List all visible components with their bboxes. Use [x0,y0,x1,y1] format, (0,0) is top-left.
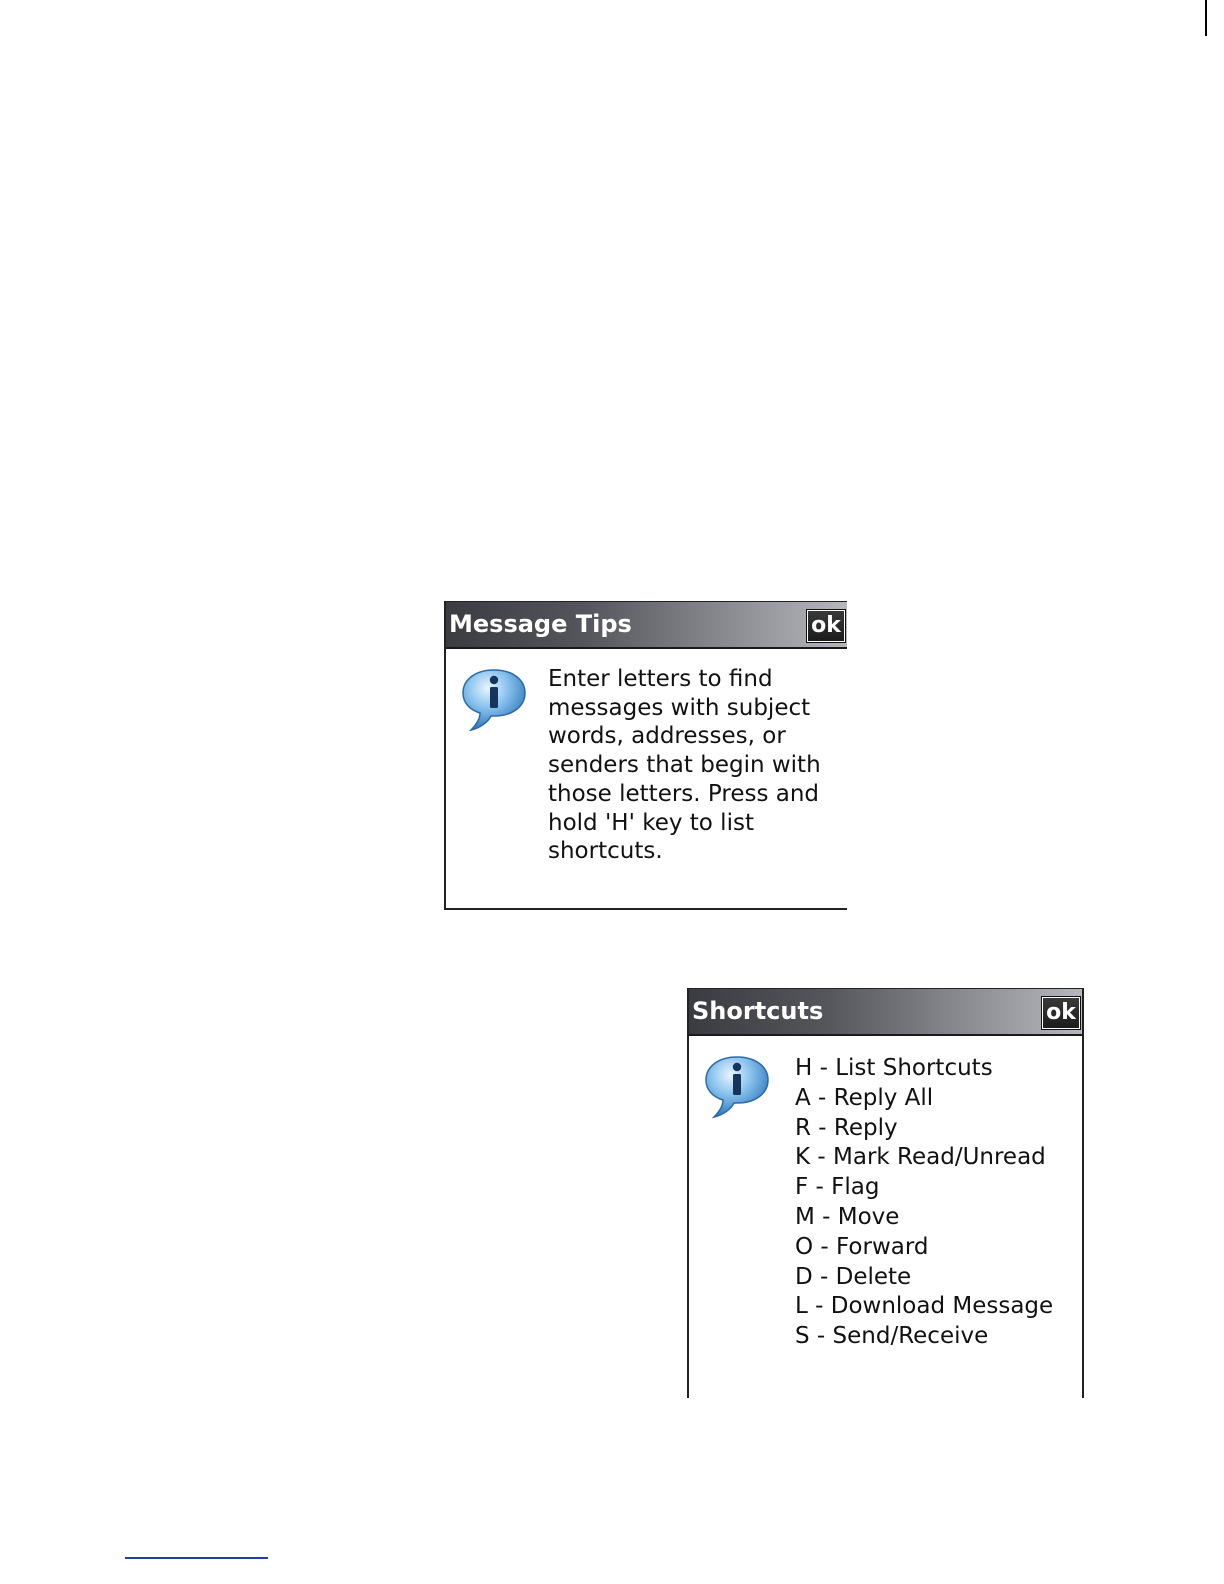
shortcut-item: O - Forward [795,1233,929,1260]
shortcut-item: A - Reply All [795,1084,934,1111]
page-edge-line [1205,0,1207,36]
shortcut-item: S - Send/Receive [795,1323,989,1350]
shortcuts-title: Shortcuts [692,997,824,1025]
shortcut-item: R - Reply [795,1114,898,1141]
shortcut-item: D - Delete [795,1263,912,1290]
shortcut-item: F - Flag [795,1174,880,1201]
shortcut-list [795,1054,1053,1352]
shortcut-item: H - List Shortcuts [795,1055,993,1081]
info-bubble-icon [703,1054,771,1120]
message-tips-title: Message Tips [449,610,632,638]
shortcuts-dialog [687,988,1084,1398]
message-tips-ok-button[interactable]: ok [807,610,845,642]
shortcut-item: K - Mark Read/Unread [795,1144,1046,1171]
info-bubble-icon [460,667,528,733]
shortcut-item: L - Download Message [795,1293,1054,1320]
message-tips-titlebar [446,601,847,649]
shortcuts-titlebar [689,988,1082,1036]
shortcuts-ok-button[interactable]: ok [1042,997,1080,1029]
shortcut-item: M - Move [795,1203,900,1230]
message-tips-body: Enter letters to find messages with subject words, addresses, or senders that begin with those letters. Press and hold 'H' key to list shortcuts. [548,666,821,865]
message-tips-dialog [444,601,847,910]
footer-link-underline[interactable] [125,1557,268,1559]
